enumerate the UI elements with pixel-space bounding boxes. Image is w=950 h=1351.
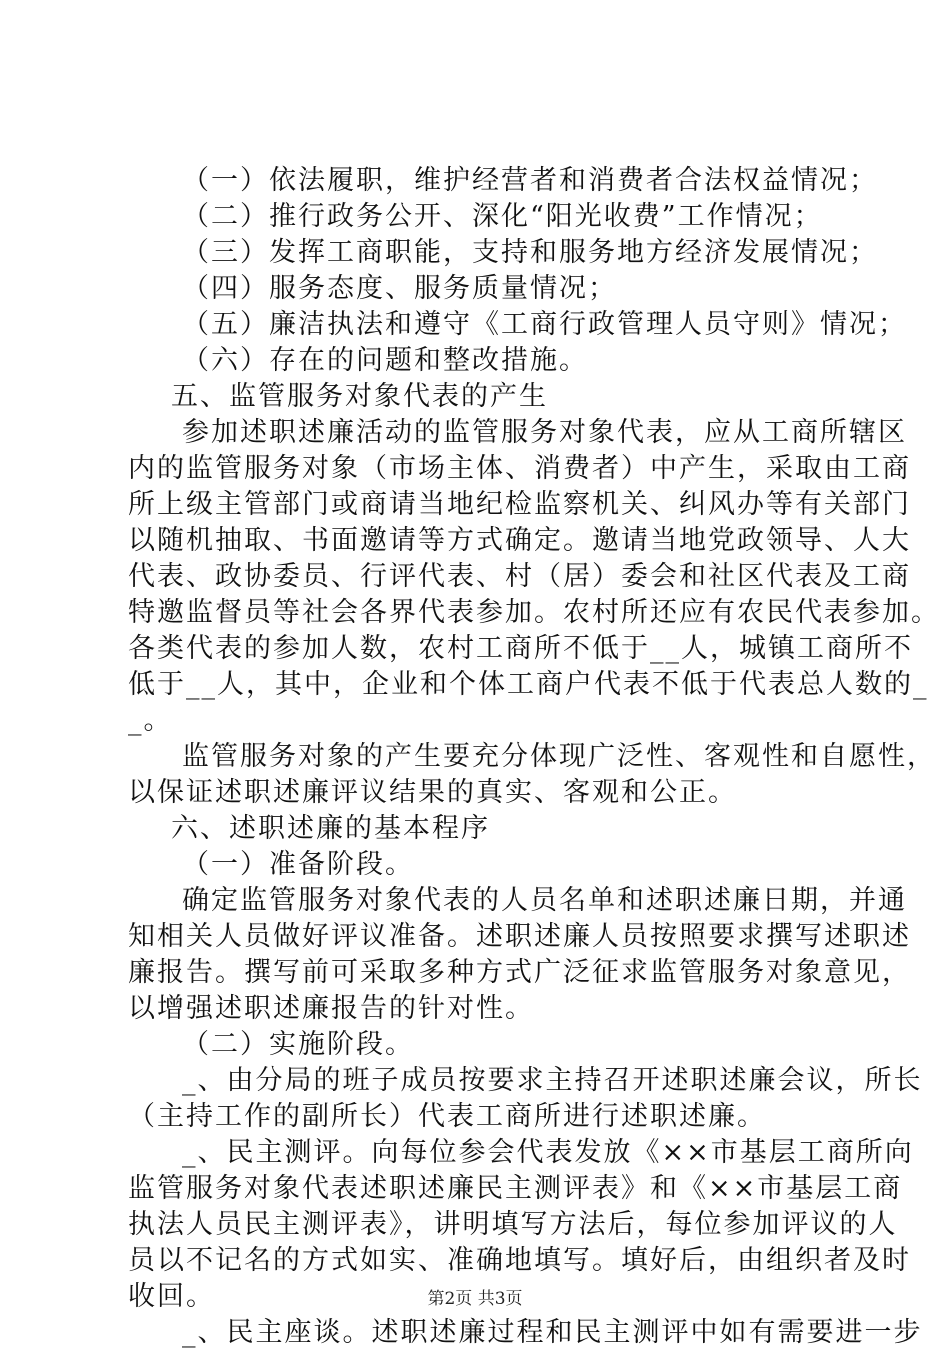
paragraph-line: （主持工作的副所长）代表工商所进行述职述廉。 [128,1101,766,1132]
paragraph-line: 确定监管服务对象代表的人员名单和述职述廉日期，并通 [182,885,907,916]
paragraph-line: 监管服务对象代表述职述廉民主测评表》和《××市基层工商 [128,1173,903,1204]
paragraph-line: 以增强述职述廉报告的针对性。 [128,993,534,1024]
paragraph-line: （六）存在的问题和整改措施。 [182,345,588,376]
document-body [128,163,940,1351]
paragraph-line: 各类代表的参加人数，农村工商所不低于__人，城镇工商所不 [128,633,913,664]
paragraph-line: _。 [128,705,173,736]
paragraph-line: _、民主测评。向每位参会代表发放《××市基层工商所向 [182,1137,914,1168]
subsection-heading: （一）准备阶段。 [182,849,414,880]
section-heading: 六、述职述廉的基本程序 [171,813,490,844]
paragraph-line: （五）廉洁执法和遵守《工商行政管理人员守则》情况； [182,309,907,340]
paragraph-line: （二）推行政务公开、深化“阳光收费”工作情况； [182,201,823,232]
paragraph-line: 以随机抽取、书面邀请等方式确定。邀请当地党政领导、人大 [128,525,911,556]
paragraph-line: 所上级主管部门或商请当地纪检监察机关、纠风办等有关部门 [128,489,911,520]
paragraph-line: （三）发挥工商职能，支持和服务地方经济发展情况； [182,237,878,268]
paragraph-line: 知相关人员做好评议准备。述职述廉人员按照要求撰写述职述 [128,921,911,952]
paragraph-line: 低于__人，其中，企业和个体工商户代表不低于代表总人数的_ [128,669,929,700]
paragraph-line: 参加述职述廉活动的监管服务对象代表，应从工商所辖区 [182,417,907,448]
section-heading: 五、监管服务对象代表的产生 [171,381,548,412]
paragraph-line: 以保证述职述廉评议结果的真实、客观和公正。 [128,777,737,808]
paragraph-line: 收回。 [128,1281,215,1312]
paragraph-line: 内的监管服务对象（市场主体、消费者）中产生，采取由工商 [128,453,911,484]
paragraph-line: 特邀监督员等社会各界代表参加。农村所还应有农民代表参加。 [128,597,940,628]
paragraph-line: 执法人员民主测评表》，讲明填写方法后，每位参加评议的人 [128,1209,898,1240]
paragraph-line: 员以不记名的方式如实、准确地填写。填好后，由组织者及时 [128,1245,911,1276]
paragraph-line: 廉报告。撰写前可采取多种方式广泛征求监管服务对象意见， [128,957,911,988]
paragraph-line: 监管服务对象的产生要充分体现广泛性、客观性和自愿性， [182,741,936,772]
paragraph-line: （四）服务态度、服务质量情况； [182,273,617,304]
paragraph-line: _、民主座谈。述职述廉过程和民主测评中如有需要进一步 [182,1317,923,1348]
subsection-heading: （二）实施阶段。 [182,1029,414,1060]
page-number: 第2页 共3页 [427,1289,523,1309]
paragraph-line: _、由分局的班子成员按要求主持召开述职述廉会议，所长 [182,1065,923,1096]
paragraph-line: （一）依法履职，维护经营者和消费者合法权益情况； [182,165,878,196]
paragraph-line: 代表、政协委员、行评代表、村（居）委会和社区代表及工商 [128,561,911,592]
